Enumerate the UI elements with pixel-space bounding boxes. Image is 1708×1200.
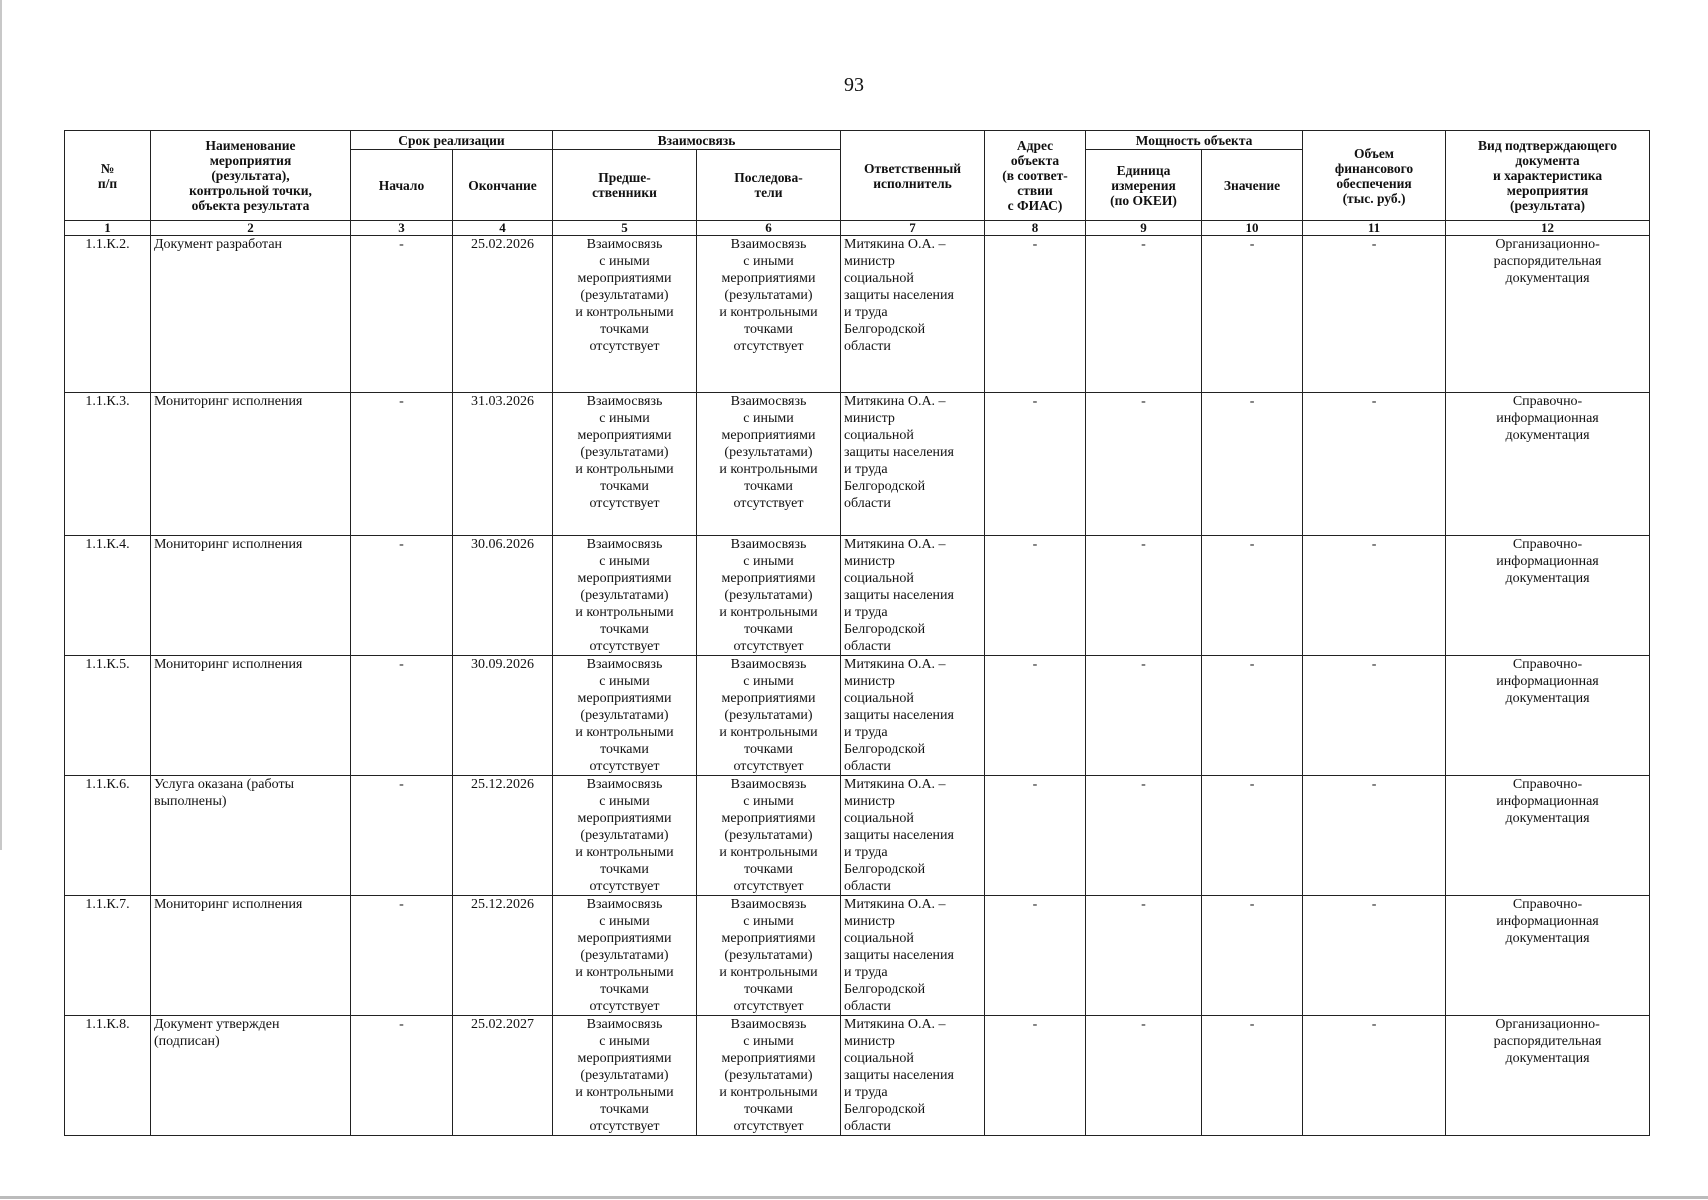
row-next: Взаимосвязь с иными мероприятиями (результатами) и контрольными точками отсутствует: [697, 776, 841, 896]
row-name: Мониторинг исполнения: [151, 896, 351, 1016]
header-power-unit: Единица измерения (по ОКЕИ): [1086, 150, 1202, 221]
row-doc: Справочно- информационная документация: [1446, 776, 1650, 896]
row-unit: -: [1086, 236, 1202, 393]
column-number: 4: [453, 221, 553, 236]
row-unit: -: [1086, 896, 1202, 1016]
column-number: 9: [1086, 221, 1202, 236]
row-num: 1.1.К.8.: [65, 1016, 151, 1136]
row-prev: Взаимосвязь с иными мероприятиями (результатами) и контрольными точками отсутствует: [553, 656, 697, 776]
header-link-group: Взаимосвязь: [553, 131, 841, 150]
header-responsible: Ответственный исполнитель: [841, 131, 985, 221]
row-num: 1.1.К.6.: [65, 776, 151, 896]
row-finance: -: [1303, 1016, 1446, 1136]
row-end: 25.12.2026: [453, 896, 553, 1016]
row-end: 30.06.2026: [453, 536, 553, 656]
table-row: [65, 896, 1650, 1016]
row-value: -: [1202, 1016, 1303, 1136]
header-address: Адрес объекта (в соответ- ствии с ФИАС): [985, 131, 1086, 221]
row-responsible: Митякина О.А. – министр социальной защиты населения и труда Белгородской области: [841, 393, 985, 536]
row-address: -: [985, 896, 1086, 1016]
row-address: -: [985, 1016, 1086, 1136]
row-start: -: [351, 776, 453, 896]
row-num: 1.1.К.4.: [65, 536, 151, 656]
row-unit: -: [1086, 656, 1202, 776]
row-responsible: Митякина О.А. – министр социальной защиты населения и труда Белгородской области: [841, 656, 985, 776]
row-next: Взаимосвязь с иными мероприятиями (результатами) и контрольными точками отсутствует: [697, 656, 841, 776]
table-row: [65, 1016, 1650, 1136]
row-value: -: [1202, 536, 1303, 656]
column-number: 3: [351, 221, 453, 236]
row-end: 25.02.2026: [453, 236, 553, 393]
column-number: 1: [65, 221, 151, 236]
row-unit: -: [1086, 393, 1202, 536]
row-start: -: [351, 896, 453, 1016]
row-start: -: [351, 656, 453, 776]
row-name: Документ разработан: [151, 236, 351, 393]
column-number: 12: [1446, 221, 1650, 236]
row-doc: Организационно- распорядительная документация: [1446, 1016, 1650, 1136]
header-doc-type: Вид подтверждающего документа и характеристика мероприятия (результата): [1446, 131, 1650, 221]
row-name: Услуга оказана (работы выполнены): [151, 776, 351, 896]
row-prev: Взаимосвязь с иными мероприятиями (результатами) и контрольными точками отсутствует: [553, 1016, 697, 1136]
column-number: 2: [151, 221, 351, 236]
header-power-value: Значение: [1202, 150, 1303, 221]
row-name: Мониторинг исполнения: [151, 536, 351, 656]
header-num: № п/п: [65, 131, 151, 221]
column-number: 6: [697, 221, 841, 236]
table-row: [65, 536, 1650, 656]
row-start: -: [351, 393, 453, 536]
table-header: [65, 131, 1650, 236]
row-end: 31.03.2026: [453, 393, 553, 536]
row-name: Мониторинг исполнения: [151, 656, 351, 776]
header-link-next: Последова- тели: [697, 150, 841, 221]
row-start: -: [351, 1016, 453, 1136]
header-link-prev: Предше- ственники: [553, 150, 697, 221]
row-start: -: [351, 236, 453, 393]
sheet-edge-bottom: [0, 1196, 1708, 1199]
row-num: 1.1.К.3.: [65, 393, 151, 536]
column-number: 10: [1202, 221, 1303, 236]
column-number: 11: [1303, 221, 1446, 236]
row-prev: Взаимосвязь с иными мероприятиями (результатами) и контрольными точками отсутствует: [553, 393, 697, 536]
row-value: -: [1202, 896, 1303, 1016]
header-name: Наименование мероприятия (результата), контрольной точки, объекта результата: [151, 131, 351, 221]
row-num: 1.1.К.2.: [65, 236, 151, 393]
row-end: 30.09.2026: [453, 656, 553, 776]
column-number: 7: [841, 221, 985, 236]
row-responsible: Митякина О.А. – министр социальной защиты населения и труда Белгородской области: [841, 776, 985, 896]
row-finance: -: [1303, 656, 1446, 776]
row-doc: Справочно- информационная документация: [1446, 393, 1650, 536]
row-responsible: Митякина О.А. – министр социальной защиты населения и труда Белгородской области: [841, 1016, 985, 1136]
header-term-end: Окончание: [453, 150, 553, 221]
row-next: Взаимосвязь с иными мероприятиями (результатами) и контрольными точками отсутствует: [697, 536, 841, 656]
row-start: -: [351, 536, 453, 656]
table-body: [65, 236, 1650, 1136]
sheet-edge: [0, 0, 2, 850]
row-num: 1.1.К.7.: [65, 896, 151, 1016]
row-unit: -: [1086, 536, 1202, 656]
row-doc: Организационно- распорядительная документация: [1446, 236, 1650, 393]
row-address: -: [985, 393, 1086, 536]
table-row: [65, 656, 1650, 776]
header-term-start: Начало: [351, 150, 453, 221]
row-end: 25.02.2027: [453, 1016, 553, 1136]
table-row: [65, 776, 1650, 896]
row-end: 25.12.2026: [453, 776, 553, 896]
row-doc: Справочно- информационная документация: [1446, 656, 1650, 776]
table-row: [65, 393, 1650, 536]
header-term-group: Срок реализации: [351, 131, 553, 150]
plan-table: [64, 130, 1650, 1136]
row-unit: -: [1086, 776, 1202, 896]
header-power-group: Мощность объекта: [1086, 131, 1303, 150]
column-number: 8: [985, 221, 1086, 236]
row-next: Взаимосвязь с иными мероприятиями (результатами) и контрольными точками отсутствует: [697, 896, 841, 1016]
row-responsible: Митякина О.А. – министр социальной защиты населения и труда Белгородской области: [841, 536, 985, 656]
column-number-row: [65, 221, 1650, 236]
row-doc: Справочно- информационная документация: [1446, 536, 1650, 656]
row-prev: Взаимосвязь с иными мероприятиями (результатами) и контрольными точками отсутствует: [553, 896, 697, 1016]
row-value: -: [1202, 236, 1303, 393]
row-prev: Взаимосвязь с иными мероприятиями (результатами) и контрольными точками отсутствует: [553, 776, 697, 896]
row-responsible: Митякина О.А. – министр социальной защиты населения и труда Белгородской области: [841, 236, 985, 393]
row-finance: -: [1303, 776, 1446, 896]
row-unit: -: [1086, 1016, 1202, 1136]
row-value: -: [1202, 393, 1303, 536]
table-row: [65, 236, 1650, 393]
row-address: -: [985, 236, 1086, 393]
header-finance: Объем финансового обеспечения (тыс. руб.): [1303, 131, 1446, 221]
page-number: 93: [844, 74, 864, 96]
row-num: 1.1.К.5.: [65, 656, 151, 776]
row-doc: Справочно- информационная документация: [1446, 896, 1650, 1016]
row-prev: Взаимосвязь с иными мероприятиями (результатами) и контрольными точками отсутствует: [553, 236, 697, 393]
row-name: Мониторинг исполнения: [151, 393, 351, 536]
row-responsible: Митякина О.А. – министр социальной защиты населения и труда Белгородской области: [841, 896, 985, 1016]
row-next: Взаимосвязь с иными мероприятиями (результатами) и контрольными точками отсутствует: [697, 1016, 841, 1136]
row-address: -: [985, 536, 1086, 656]
column-number: 5: [553, 221, 697, 236]
row-finance: -: [1303, 393, 1446, 536]
row-finance: -: [1303, 236, 1446, 393]
row-prev: Взаимосвязь с иными мероприятиями (результатами) и контрольными точками отсутствует: [553, 536, 697, 656]
row-address: -: [985, 776, 1086, 896]
row-next: Взаимосвязь с иными мероприятиями (результатами) и контрольными точками отсутствует: [697, 393, 841, 536]
row-address: -: [985, 656, 1086, 776]
row-value: -: [1202, 656, 1303, 776]
row-name: Документ утвержден (подписан): [151, 1016, 351, 1136]
row-finance: -: [1303, 536, 1446, 656]
row-value: -: [1202, 776, 1303, 896]
row-next: Взаимосвязь с иными мероприятиями (результатами) и контрольными точками отсутствует: [697, 236, 841, 393]
row-finance: -: [1303, 896, 1446, 1016]
